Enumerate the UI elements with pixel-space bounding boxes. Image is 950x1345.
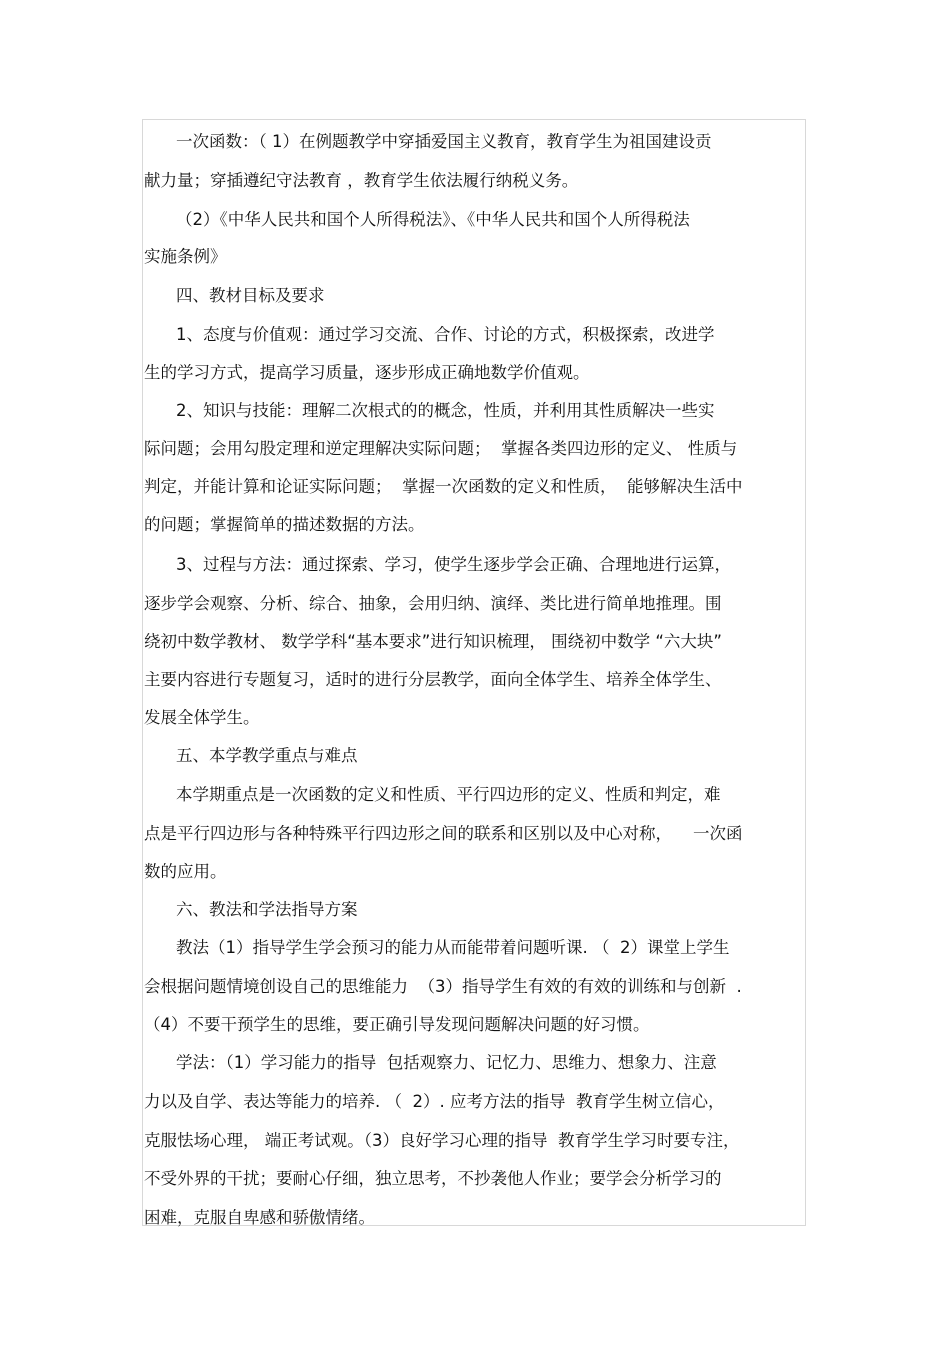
text-line: 主要内容进行专题复习，适时的进行分层教学，面向全体学生、培养全体学生、 [144, 670, 722, 689]
section-heading: 四、教材目标及要求 [176, 286, 325, 305]
text-line: 实施条例》 [144, 247, 227, 266]
text-line: 的问题；掌握简单的描述数据的方法。 [144, 515, 425, 534]
text-line: 困难，克服自卑感和骄傲情绪。 [144, 1208, 375, 1227]
text-line: 一次函数：（ 1）在例题教学中穿插爱国主义教育，教育学生为祖国建设贡 [176, 132, 712, 151]
section-heading: 六、教法和学法指导方案 [176, 900, 358, 919]
text-line: 发展全体学生。 [144, 708, 260, 727]
text-line: 会根据问题情境创设自己的思维能力 （3）指导学生有效的有效的训练和与创新 . [144, 977, 742, 996]
text-line: 1、态度与价值观：通过学习交流、合作、讨论的方式，积极探索，改进学 [176, 325, 715, 344]
text-line: 生的学习方式，提高学习质量，逐步形成正确地数学价值观。 [144, 363, 590, 382]
text-line: 逐步学会观察、分析、综合、抽象，会用归纳、演绎、类比进行简单地推理。围 [144, 594, 722, 613]
text-line: （4）不要干预学生的思维，要正确引导发现问题解决问题的好习惯。 [144, 1015, 650, 1034]
text-line: 点是平行四边形与各种特殊平行四边形之间的联系和区别以及中心对称， 一次函 [144, 824, 743, 843]
text-line: 教法（1）指导学生学会预习的能力从而能带着问题听课. （ 2）课堂上学生 [176, 938, 730, 957]
text-line: 学法：（1）学习能力的指导 包括观察力、记忆力、思维力、想象力、注意 [176, 1053, 717, 1072]
text-line: 不受外界的干扰；要耐心仔细，独立思考，不抄袭他人作业；要学会分析学习的 [144, 1169, 722, 1188]
text-line: （2）《中华人民共和国个人所得税法》、《中华人民共和国个人所得税法 [176, 210, 690, 229]
text-line: 3、过程与方法：通过探索、学习，使学生逐步学会正确、合理地进行运算， [176, 555, 731, 574]
text-line: 绕初中数学教材、 数学学科“基本要求”进行知识梳理， 围绕初中数学 “六大块” [144, 632, 722, 651]
text-line: 数的应用。 [144, 862, 227, 881]
text-line: 力以及自学、表达等能力的培养. （ 2）. 应考方法的指导 教育学生树立信心， [144, 1092, 725, 1111]
text-line: 2、知识与技能：理解二次根式的的概念，性质，并利用其性质解决一些实 [176, 401, 715, 420]
text-line: 际问题；会用勾股定理和逆定理解决实际问题； 掌握各类四边形的定义、 性质与 [144, 439, 738, 458]
text-line: 献力量；穿插遵纪守法教育 ，教育学生依法履行纳税义务。 [144, 171, 579, 190]
text-line: 克服怯场心理， 端正考试观。（3）良好学习心理的指导 教育学生学习时要专注， [144, 1131, 740, 1150]
text-line: 判定，并能计算和论证实际问题； 掌握一次函数的定义和性质， 能够解决生活中 [144, 477, 743, 496]
section-heading: 五、本学教学重点与难点 [176, 746, 358, 765]
text-line: 本学期重点是一次函数的定义和性质、平行四边形的定义、性质和判定，难 [176, 785, 721, 804]
